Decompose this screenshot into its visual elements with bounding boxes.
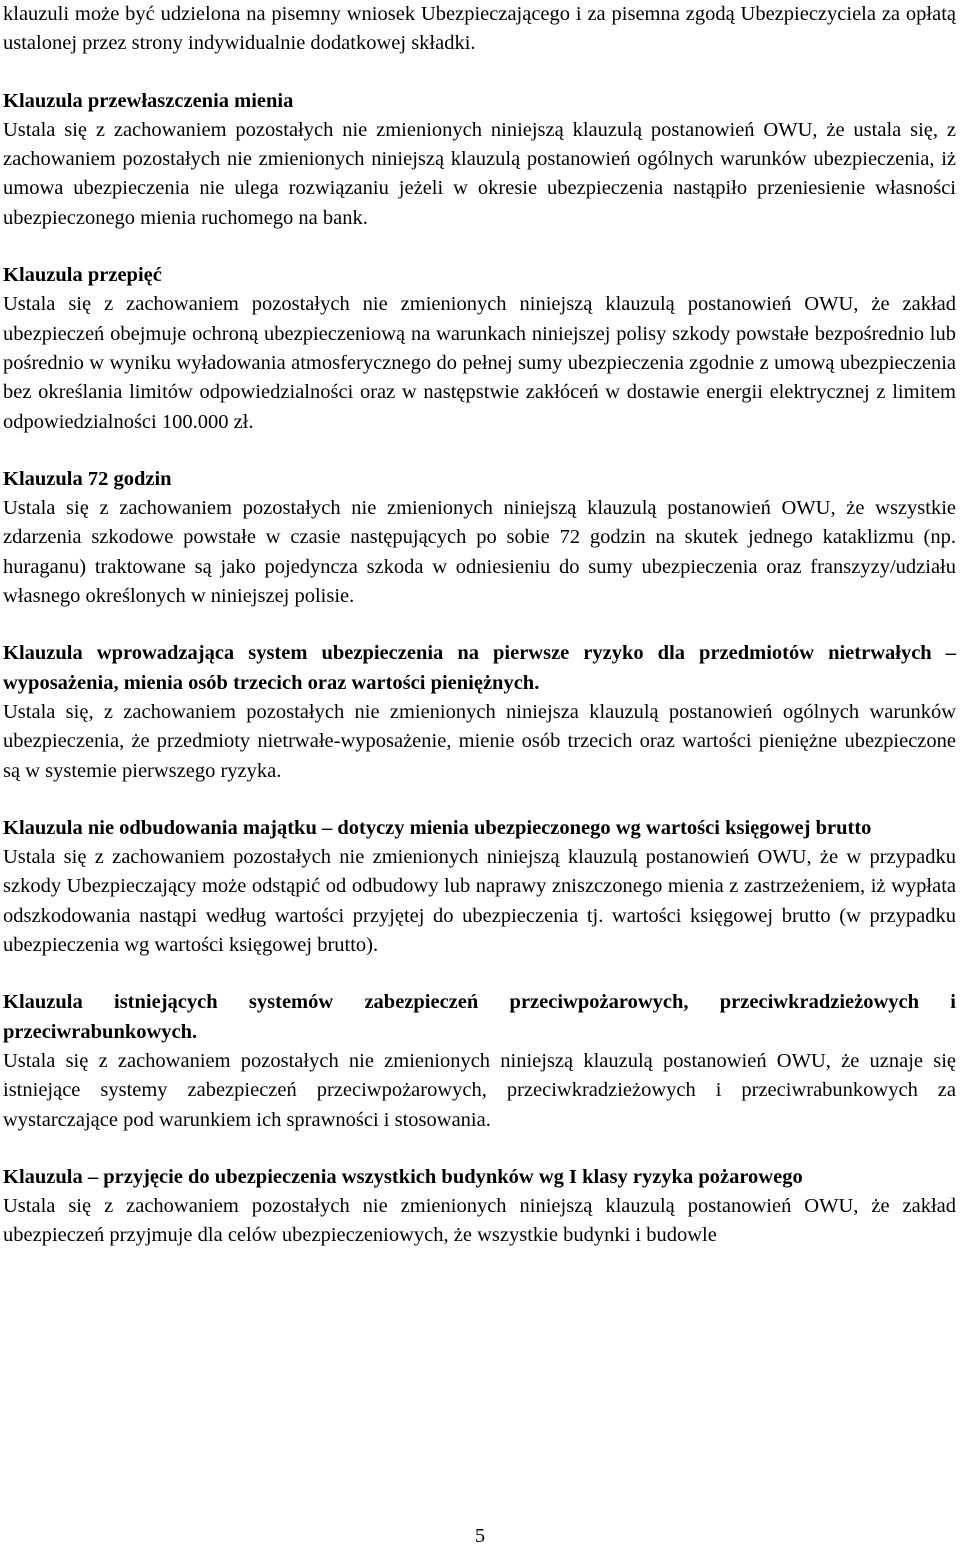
clause-section: [3, 261, 956, 437]
clause-title: Klauzula nie odbudowania majątku – dotyczy mienia ubezpieczonego wg wartości księgowej brutto: [3, 816, 872, 839]
clause-title: Klauzula przepięć: [3, 264, 162, 287]
clause-title: Klauzula wprowadzająca system ubezpieczenia na pierwsze ryzyko dla przedmiotów nietrwałych – wyposażenia, mienia osób trzecich oraz wartości pieniężnych.: [3, 642, 956, 694]
clause-section: [3, 639, 956, 785]
clause-section: [3, 87, 956, 233]
clause-section: [3, 814, 956, 960]
clause-body: Ustala się z zachowaniem pozostałych nie zmienionych niniejszą klauzulą postanowień OWU, że zakład ubezpieczeń obejmuje ochroną ubezpieczeniową na warunkach niniejszej polisy szkody powstałe bezpośrednio lub pośrednio w wyniku wyładowania atmosferycznego do pełnej sumy ubezpieczenia zgodnie z umową ubezpieczenia bez określania limitów odpowiedzialności oraz w następstwie zakłóceń w dostawie energii elektrycznej z limitem odpowiedzialności 100.000 zł.: [3, 293, 956, 433]
clause-section: [3, 988, 956, 1134]
clause-body: Ustala się z zachowaniem pozostałych nie zmienionych niniejszą klauzulą postanowień OWU, że w przypadku szkody Ubezpieczający może odstąpić od odbudowy lub naprawy zniszczonego mienia z zastrzeżeniem, iż wypłata odszkodowania nastąpi według wartości przyjętej do ubezpieczenia tj. wartości księgowej brutto (w przypadku ubezpieczenia wg wartości księgowej brutto).: [3, 846, 956, 957]
clause-title: Klauzula przewłaszczenia mienia: [3, 89, 294, 112]
intro-paragraph: klauzuli może być udzielona na pisemny wniosek Ubezpieczającego i za pisemna zgodą Ubezpieczyciela za opłatą ustalonej przez strony indywidualnie dodatkowej składki.: [3, 3, 956, 55]
clause-title: Klauzula 72 godzin: [3, 467, 172, 490]
clause-body: Ustala się z zachowaniem pozostałych nie zmienionych niniejszą klauzulą postanowień OWU, że uznaje się istniejące systemy zabezpieczeń przeciwpożarowych, przeciwkradzieżowych i przeciwrabunkowych za wystarczające pod warunkiem ich sprawności i stosowania.: [3, 1049, 956, 1131]
clause-title: Klauzula istniejących systemów zabezpieczeń przeciwpożarowych, przeciwkradzieżowych i przeciwrabunkowych.: [3, 991, 956, 1043]
clause-title: Klauzula – przyjęcie do ubezpieczenia wszystkich budynków wg I klasy ryzyka pożarowego: [3, 1165, 803, 1188]
document-content: [3, 0, 956, 1251]
clause-body: Ustala się z zachowaniem pozostałych nie zmienionych niniejszą klauzulą postanowień OWU, że ustala się, z zachowaniem pozostałych nie zmienionych niniejszą klauzulą postanowień ogólnych warunków ubezpieczenia, iż umowa ubezpieczenia nie ulega rozwiązaniu jeżeli w okresie ubezpieczenia nastąpiło przeniesienie własności ubezpieczonego mienia ruchomego na bank.: [3, 118, 956, 229]
clause-section: [3, 1163, 956, 1251]
page-number: 5: [474, 1525, 486, 1547]
clause-body: Ustala się, z zachowaniem pozostałych nie zmienionych niniejsza klauzulą postanowień ogólnych warunków ubezpieczenia, że przedmioty nietrwałe-wyposażenie, mienie osób trzecich oraz wartości pieniężne ubezpieczone są w systemie pierwszego ryzyka.: [3, 700, 956, 782]
clause-body: Ustala się z zachowaniem pozostałych nie zmienionych niniejszą klauzulą postanowień OWU, że zakład ubezpieczeń przyjmuje dla celów ubezpieczeniowych, że wszystkie budynki i budowle: [3, 1195, 956, 1247]
clause-body: Ustala się z zachowaniem pozostałych nie zmienionych niniejszą klauzulą postanowień OWU, że wszystkie zdarzenia szkodowe powstałe w czasie następujących po sobie 72 godzin na skutek jednego kataklizmu (np. huraganu) traktowane są jako pojedyncza szkoda w odniesieniu do sumy ubezpieczenia oraz franszyzy/udziału własnego określonych w niniejszej polisie.: [3, 497, 956, 608]
clause-section: [3, 465, 956, 611]
